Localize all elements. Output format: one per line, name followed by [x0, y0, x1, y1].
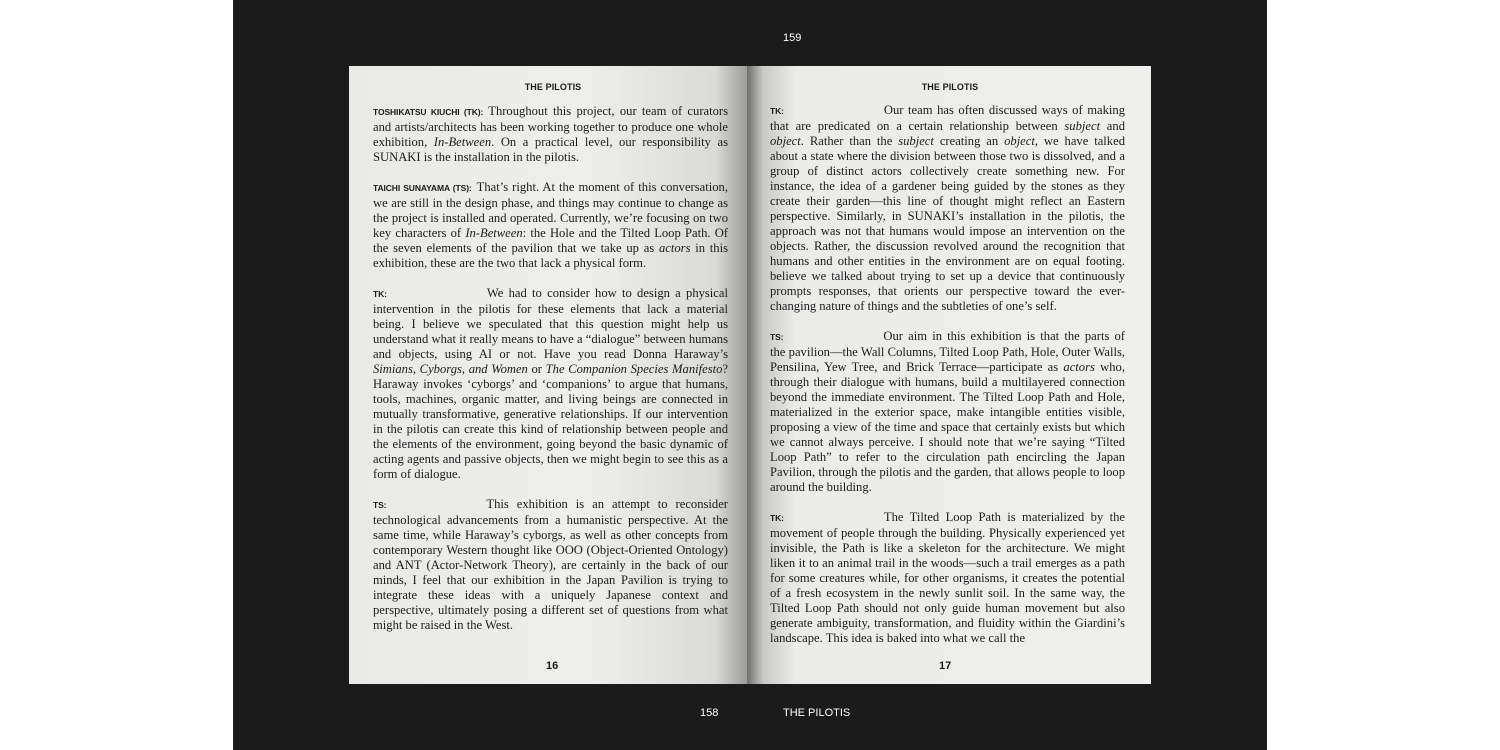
- book-spread: [349, 66, 1151, 684]
- body-text: The Tilted Loop Path is materialized by the movement of people through the building. Physically experienced yet invisible, the Path is like a skeleton for the architecture. We might liken it to an animal trail in the woods—such a trail emerges as a path for some creatures while, for other organisms, it creates the potential of a fresh ecosystem in the newly sunlit soil. In the same way, the Tilted Loop Path should not only guide human movement but also generate ambiguity, transformation, and fluidity within the Giardini’s landscape. This idea is baked into what we call the: [770, 510, 1125, 645]
- paragraph: [373, 104, 728, 165]
- speaker-label: TK:: [770, 513, 784, 523]
- italic-text: actors: [1063, 360, 1095, 374]
- italic-text: In-Between: [433, 135, 492, 149]
- speaker-label: TOSHIKATSU KIUCHI (TK):: [373, 107, 484, 117]
- speaker-label: TS:: [770, 332, 784, 342]
- body-text: We had to consider how to design a physical intervention in the pilotis for these elements that lack a material being. I believe we speculated that this question might help us understand what it really means to have a “dialogue” between humans and objects, using AI or not. Have you read Donna Haraway’s: [373, 286, 728, 361]
- bottom-title: THE PILOTIS: [783, 707, 851, 719]
- body-text: ? Haraway invokes ‘cyborgs’ and ‘companions’ to argue that humans, tools, machines, organic matter, and living beings are connected in mutually transformative, generative relationships. If our intervention in the pilotis can create this kind of relationship between people and the elements of the environment, going beyond the basic dynamic of acting agents and passive objects, then we might begin to see this as a form of dialogue.: [373, 362, 728, 481]
- body-text: That’s right. At the moment of this conversation, we are still in the design phase, and things may continue to change as the project is installed and operated. Currently, we’re focusing on two key characters of: [373, 180, 728, 240]
- italic-text: Simians, Cyborgs, and Women: [373, 362, 528, 376]
- italic-text: object: [770, 134, 801, 148]
- left-page-text: [373, 104, 728, 648]
- left-running-head: THE PILOTIS: [524, 82, 582, 92]
- top-page-number: 159: [783, 32, 802, 44]
- paragraph: [770, 510, 1125, 646]
- speaker-label: TS:: [373, 500, 387, 510]
- body-text: Our team has often discussed ways of making that are predicated on a certain relationship between: [770, 103, 1125, 133]
- body-text: : the Hole and the Tilted Loop Path. Of the seven elements of the pavilion that we take up as: [373, 226, 729, 255]
- italic-text: object: [1004, 134, 1035, 148]
- italic-text: The Companion Species Manifesto: [545, 362, 723, 376]
- body-text: , we have talked about a state where the division between those two is dissolved, and a group of distinct actors collectively create something new. For instance, the idea of a gardener being guided by the stones as they create their garden—this line of thought might reflect an Eastern perspective. Similarly, in SUNAKI’s installation in the pilotis, the approach was not that humans would impose an intervention on the objects. Rather, the discussion revolved around the recognition that humans and other entities in the environment are on equal footing. believe we talked about trying to set up a device that continuously prompts responses, that orients our perspective toward the ever-changing nature of things and the subtleties of one’s self.: [770, 134, 1125, 313]
- italic-text: subject: [898, 134, 934, 148]
- viewer-panel: [233, 0, 1267, 750]
- paragraph: [770, 103, 1125, 314]
- italic-text: subject: [1064, 119, 1101, 133]
- right-page-number: 17: [939, 660, 952, 672]
- speaker-label: TAICHI SUNAYAMA (TS):: [373, 183, 472, 193]
- paragraph: [373, 286, 728, 482]
- body-text: . Rather than the: [800, 134, 899, 148]
- right-page-text: [770, 103, 1125, 661]
- left-page: [349, 66, 747, 684]
- right-running-head: THE PILOTIS: [921, 82, 979, 92]
- body-text: Throughout this project, our team of curators and artists/architects has been working together to produce one whole exhibition,: [373, 104, 728, 149]
- speaker-label: TK:: [770, 106, 784, 116]
- right-page: [747, 66, 1151, 684]
- speaker-label: TK:: [373, 289, 387, 299]
- bottom-page-number: 158: [700, 707, 719, 719]
- body-text: who, through their dialogue with humans, build a multilayered connection beyond the immediate environment. The Tilted Loop Path and Hole, materialized in the exterior space, make intangible entities visible, proposing a view of the time and space that certainly exists but which we cannot always perceive. I should note that we’re saying “Tilted Loop Path” to refer to the circulation path encircling the Japan Pavilion, through the pilotis and the garden, that allows people to loop around the building.: [770, 360, 1125, 494]
- body-text: in this exhibition, these are the two that lack a physical form.: [373, 241, 729, 270]
- body-text: or: [527, 362, 546, 376]
- paragraph: [770, 329, 1125, 495]
- body-text: and: [1100, 119, 1125, 133]
- paragraph: [373, 180, 728, 271]
- body-text: creating an: [933, 134, 1005, 148]
- body-text: This exhibition is an attempt to reconsider technological advancements from a humanistic perspective. At the same time, while Haraway’s cyborgs, as well as other concepts from contemporary Western thought like OOO (Object-Oriented Ontology) and ANT (Actor-Network Theory), are certainly in the back of our minds, I feel that our exhibition in the Japan Pavilion is trying to integrate these ideas with a uniquely Japanese context and perspective, ultimately posing a different set of questions from what might be raised in the West.: [373, 497, 728, 632]
- body-text: . On a practical level, our responsibility as SUNAKI is the installation in the pilotis.: [373, 135, 728, 164]
- paragraph: [373, 497, 728, 633]
- italic-text: actors: [659, 241, 691, 255]
- italic-text: In-Between: [465, 226, 523, 240]
- body-text: Our aim in this exhibition is that the parts of the pavilion—the Wall Columns, Tilted Loop Path, Hole, Outer Walls, Pensilina, Yew Tree, and Brick Terrace—participate as: [770, 329, 1125, 374]
- left-page-number: 16: [546, 660, 559, 672]
